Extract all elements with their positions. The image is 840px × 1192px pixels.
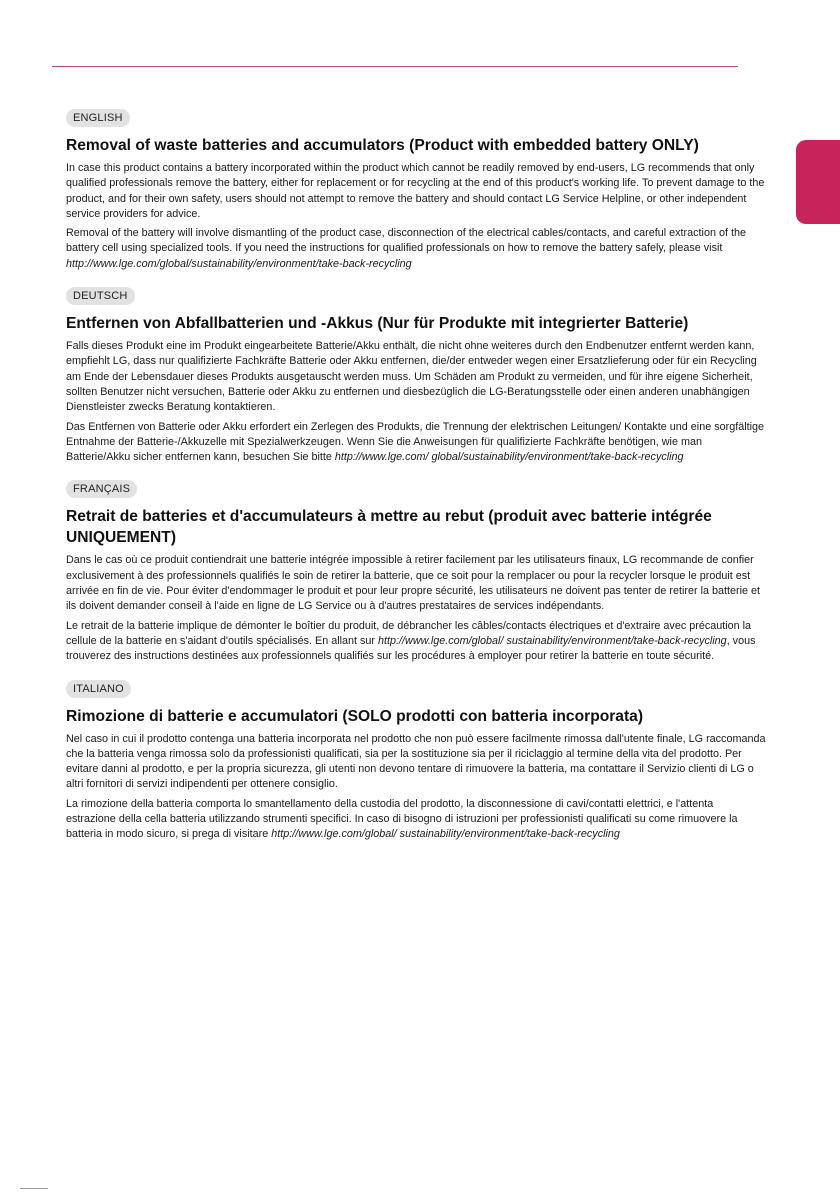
- recycling-link[interactable]: http://www.lge.com/global/ sustainability/environment/take-back-recycling: [271, 828, 620, 841]
- header-rule: [52, 66, 738, 67]
- paragraph: In case this product contains a battery incorporated within the product which cannot be readily removed by end-users, LG recommends that only qualified professionals remove the battery, either for replacement or for recycling at the end of this product's working life. To prevent damage to the product, and for their own safety, users should not attempt to remove the battery and should contact LG Service Helpline, or other independent service providers for advice.: [66, 162, 765, 220]
- paragraph: [66, 619, 766, 665]
- paragraph-text: , vous trouverez des instructions destinées aux professionnels qualifiés sur les procédures à employer pour retirer la batterie en toute sécurité.: [66, 634, 756, 663]
- paragraph-text: Removal of the battery will involve dismantling of the product case, disconnection of the electrical cables/contacts, and careful extraction of the battery cell using specialized tools. If you need the instructions for qualified professionals on how to remove the battery safely, please visit: [66, 227, 746, 255]
- paragraph-text: Le retrait de la batterie implique de démonter le boîtier du produit, de débrancher les câbles/contacts électriques et d'extraire avec précaution la cellule de la batterie en s'aidant d'outils spécialisés. En allant sur: [66, 619, 752, 647]
- language-label: ENGLISH: [66, 109, 130, 127]
- section-italiano: [66, 679, 766, 843]
- section-heading: Removal of waste batteries and accumulators (Product with embedded battery ONLY): [66, 137, 699, 154]
- paragraph-text: La rimozione della batteria comporta lo smantellamento della custodia del prodotto, la disconnessione di cavi/contatti elettrici, e l'attenta estrazione della cella batteria utilizzando strumenti specifici. In caso di bisogno di istruzioni per professionisti qualificati su come rimuovere la batteria in modo sicuro, si prega di visitare: [66, 797, 738, 841]
- recycling-link[interactable]: http://www.lge.com/global/sustainability/environment/take-back-recycling: [66, 257, 412, 270]
- document-body: [66, 108, 766, 857]
- section-deutsch: [66, 286, 766, 465]
- language-label: DEUTSCH: [66, 287, 135, 305]
- section-heading: Entfernen von Abfallbatterien und -Akkus (Nur für Produkte mit integrierter Batterie): [66, 315, 689, 333]
- section-heading: Retrait de batteries et d'accumulateurs à mettre au rebut (produit avec batterie intégrée UNIQUEMENT): [66, 508, 712, 547]
- paragraph: [66, 226, 766, 272]
- paragraph: Nel caso in cui il prodotto contenga una batteria incorporata nel prodotto che non può essere facilmente rimossa dall'utente finale, LG raccomanda che la batteria venga rimossa solo da professionisti qualificati, sia per la sostituzione sia per il riciclaggio al termine della vita del prodotto. Per evitare danni al prodotto, e per la propria sicurezza, gli utenti non devono tentare di rimuovere la batteria, ma contattare il Servizio clienti di LG o altri fornitori di servizi indipendenti per ottenere consiglio.: [66, 732, 766, 791]
- language-label: ITALIANO: [66, 680, 131, 698]
- paragraph: Falls dieses Produkt eine im Produkt eingearbeitete Batterie/Akku enthält, die nicht ohne weiteres durch den Endbenutzer entfernt werden kann, empfiehlt LG, dass nur qualifizierte Fachkräfte Batterie oder Akku entfernen, die/der entweder wegen einer Ersatzlieferung oder für ein Recycling am Ende der Lebensdauer dieses Produkts ausgetauscht werden muss. Um Schäden am Produkt zu vermeiden, und für ihre eigene Sicherheit, sollten Benutzer nicht versuchen, Batterie oder Akku zu entfernen und diesbezüglich die LG-Beratungsstelle oder einen anderen unabhängigen Dienstleister zwecks Beratung kontaktieren.: [66, 340, 757, 414]
- section-francais: [66, 479, 766, 664]
- crop-mark: [20, 1188, 48, 1189]
- paragraph: Dans le cas où ce produit contiendrait une batterie intégrée impossible à retirer facilement par les utilisateurs finaux, LG recommande de confier exclusivement à des professionnels qualifiés le soin de retirer la batterie, que ce soit pour la remplacer ou pour la recycler lorsque le produit est arrivée en fin de vie. Pour éviter d'endommager le produit et pour leur propre sécurité, les utilisateurs ne doivent pas tenter de retirer la batterie et ils doivent demander conseil à l'aide en ligne de LG Service ou à d'autres prestataires de services indépendants.: [66, 554, 761, 613]
- recycling-link[interactable]: http://www.lge.com/global/ sustainability/environment/take-back-recycling: [378, 634, 727, 647]
- paragraph: [66, 420, 766, 466]
- section-heading: Rimozione di batterie e accumulatori (SOLO prodotti con batteria incorporata): [66, 707, 644, 725]
- language-label: FRANÇAIS: [66, 480, 137, 498]
- paragraph: [66, 797, 766, 843]
- paragraph-text: Das Entfernen von Batterie oder Akku erfordert ein Zerlegen des Produkts, die Trennung der elektrischen Leitungen/ Kontakte und eine sorgfältige Entnahme der Batterie-/Akkuzelle mit Spezialwerkzeugen. Wenn Sie die Anweisungen für qualifizierte Fachkräfte benötigen, wie man Batterie/Akku sicher entfernen kann, besuchen Sie bitte: [66, 420, 765, 464]
- language-side-tab: [796, 140, 840, 224]
- section-english: [66, 108, 766, 272]
- recycling-link[interactable]: http://www.lge.com/ global/sustainability/environment/take-back-recycling: [334, 451, 684, 464]
